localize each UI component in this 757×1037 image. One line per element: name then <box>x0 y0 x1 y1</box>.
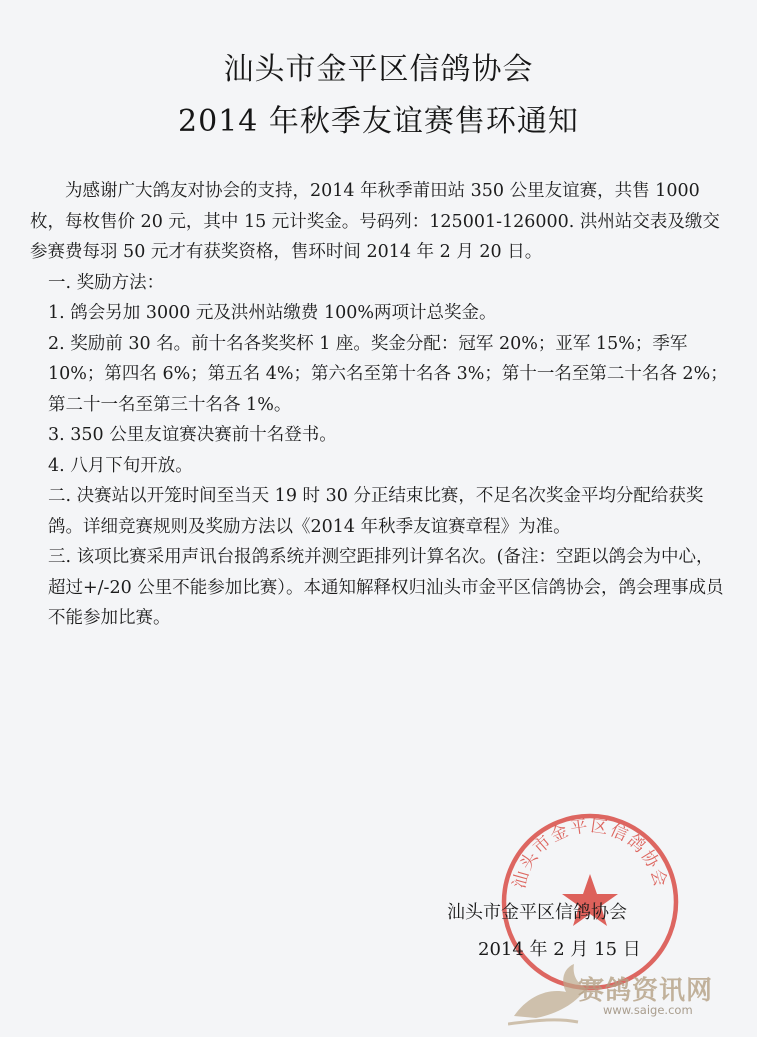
reward-item-3: 3. 350 公里友谊赛决赛前十名登书。 <box>48 425 337 445</box>
intro-paragraph: 为感谢广大鸽友对协会的支持，2014 年秋季莆田站 350 公里友谊赛，共售 1000 枚，每枚售价 20 元，其中 15 元计奖金。号码列：125001-126000. 洪州站交表及缴交参赛费每羽 50 元才有获奖资格，售环时间 2014 年 2 月 20 日。 <box>30 181 720 262</box>
reward-item-4: 4. 八月下旬开放。 <box>48 455 193 476</box>
section-3-paragraph: 三. 该项比赛采用声讯台报鸽系统并测空距排列计算名次。(备注：空距以鸽会为中心，超过+/-20 公里不能参加比赛）。本通知解释权归汕头市金平区信鸽协会，鸽会理事成员不能参加比赛。 <box>48 547 724 628</box>
reward-item-1: 1. 鸽会另加 3000 元及洪州站缴费 100%两项计总奖金。 <box>48 303 497 323</box>
notice-body <box>30 176 730 634</box>
seal-text: 汕头市金平区信鸽协会 <box>509 816 671 891</box>
reward-item-2: 2. 奖励前 30 名。前十名各奖奖杯 1 座。奖金分配：冠军 20%；亚军 15%；季军 10%；第四名 6%；第五名 4%；第六名至第十名各 3%；第十一名至第二十名各 2%；第二十一名至第三十名各 1%。 <box>48 333 728 415</box>
document-title-notice: 2014 年秋季友谊赛售环通知 <box>178 104 579 139</box>
watermark-site-name: 赛鸽资讯网 <box>578 976 714 1006</box>
section-heading-rewards: 一. 奖励方法： <box>48 272 165 293</box>
section-2-paragraph: 二. 决赛站以开笼时间至当天 19 时 30 分正结束比赛，不足名次奖金平均分配给获奖鸽。详细竞赛规则及奖励方法以《2014 年秋季友谊赛章程》为准。 <box>48 486 704 537</box>
document-title-org: 汕头市金平区信鸽协会 <box>223 52 534 87</box>
signature-date: 2014 年 2 月 15 日 <box>478 939 641 960</box>
watermark-url: www.saige.com <box>603 1003 693 1017</box>
signature-organization: 汕头市金平区信鸽协会 <box>447 902 627 923</box>
